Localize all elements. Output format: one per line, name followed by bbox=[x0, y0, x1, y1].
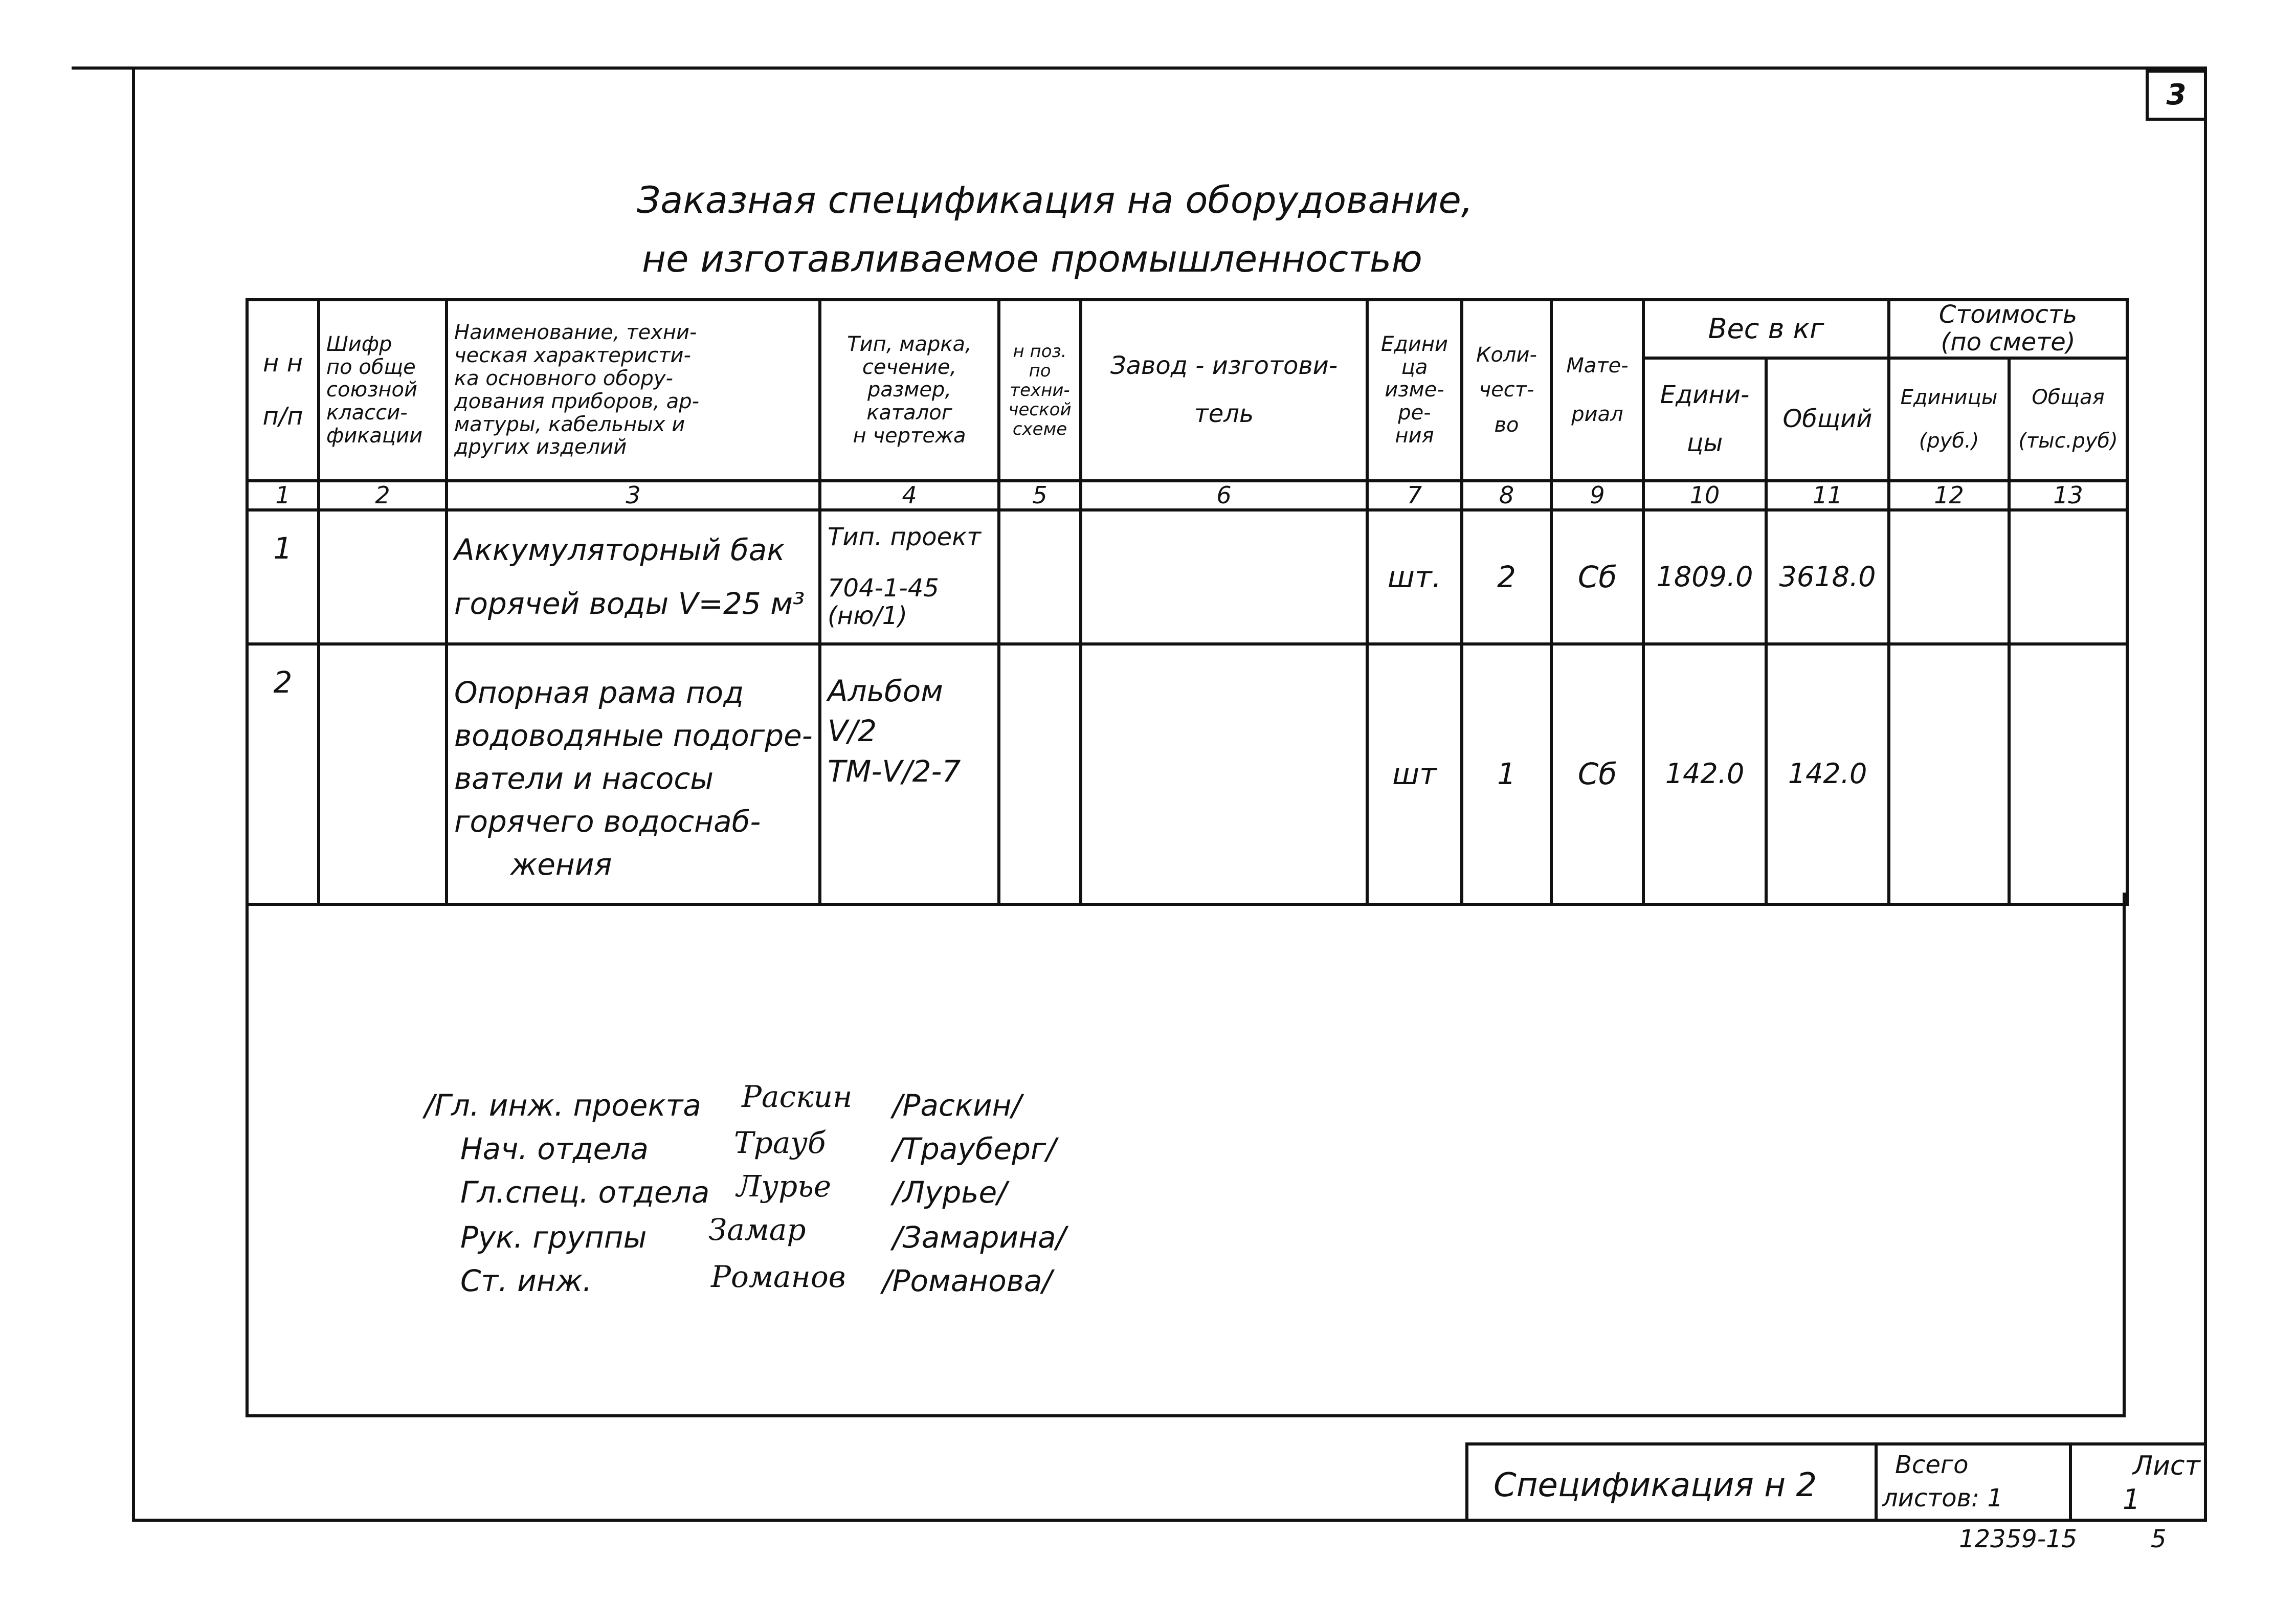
header-cost-group-line: Стоимость bbox=[1938, 300, 2078, 329]
header-col-5-line: схеме bbox=[1012, 418, 1067, 439]
row-weight-unit: 1809.0 bbox=[1643, 510, 1766, 644]
row-position bbox=[999, 510, 1081, 644]
sheet-label: Лист bbox=[2133, 1451, 2200, 1481]
row-quantity: 1 bbox=[1462, 644, 1551, 904]
signature-mark: Раскин bbox=[742, 1079, 853, 1114]
document-name: Спецификация н 2 bbox=[1493, 1466, 1817, 1504]
sheet-value: 1 bbox=[2123, 1483, 2141, 1516]
signature-role: Ст. инж. bbox=[460, 1263, 592, 1298]
row-number: 2 bbox=[247, 644, 319, 904]
row-maker bbox=[1081, 644, 1367, 904]
header-col-3 bbox=[447, 300, 820, 481]
document-code: 12359-15 bbox=[1959, 1525, 2078, 1553]
header-col-3-line: ческая характеристи- bbox=[454, 344, 691, 368]
row-weight-unit: 142.0 bbox=[1643, 644, 1766, 904]
header-col-2 bbox=[319, 300, 447, 481]
column-number: 13 bbox=[2009, 481, 2127, 510]
header-col-5-line: ческой bbox=[1008, 399, 1072, 420]
row-weight-total: 142.0 bbox=[1766, 644, 1889, 904]
header-cost-group-line: (по смете) bbox=[1941, 327, 2076, 357]
row-unit: шт. bbox=[1367, 510, 1462, 644]
header-col-12-line: Единицы bbox=[1900, 385, 1998, 409]
column-number: 6 bbox=[1081, 481, 1367, 510]
header-col-5-line: техни- bbox=[1010, 380, 1070, 401]
row-cost-total bbox=[2009, 644, 2127, 904]
frame-bottom-border bbox=[132, 1519, 2207, 1522]
signature-mark: Трауб bbox=[734, 1125, 826, 1160]
column-number-row bbox=[247, 481, 2127, 510]
header-col-3-line: дования приборов, ар- bbox=[454, 389, 700, 413]
header-col-6 bbox=[1081, 300, 1367, 481]
row-name-line: ватели и насосы bbox=[454, 761, 714, 796]
header-col-3-line: Наименование, техни- bbox=[454, 321, 697, 345]
header-col-7-line: ния bbox=[1395, 424, 1434, 448]
signature-mark: Лурье bbox=[737, 1169, 832, 1204]
header-col-7-line: ца bbox=[1401, 355, 1428, 379]
frame-right-border bbox=[2204, 66, 2207, 1522]
form-lower-left-border bbox=[246, 893, 249, 1417]
column-number: 3 bbox=[447, 481, 820, 510]
row-code bbox=[319, 644, 447, 904]
header-col-4-line: Тип, марка, bbox=[847, 332, 972, 356]
header-col-12-line: (руб.) bbox=[1919, 429, 1979, 453]
row-name-line: горячего водоснаб- bbox=[454, 804, 761, 839]
signature-name: /Лурье/ bbox=[893, 1175, 1007, 1210]
signature-role: Нач. отдела bbox=[460, 1131, 649, 1166]
header-col-11: Общий bbox=[1766, 358, 1889, 481]
header-col-7-line: ре- bbox=[1398, 401, 1431, 425]
signature-name: /Трауберг/ bbox=[893, 1131, 1056, 1166]
row-name bbox=[447, 644, 820, 904]
frame-top-border bbox=[72, 66, 2207, 70]
row-material: Сб bbox=[1551, 510, 1643, 644]
column-number: 4 bbox=[820, 481, 999, 510]
row-name-line: Аккумуляторный бак bbox=[454, 532, 785, 568]
row-type-line: ТМ-V/2-7 bbox=[828, 753, 961, 789]
header-col-10-line: цы bbox=[1686, 428, 1723, 457]
row-name-line: горячей воды V=25 м³ bbox=[454, 586, 805, 621]
column-number: 5 bbox=[999, 481, 1081, 510]
row-number: 1 bbox=[247, 510, 319, 644]
row-unit: шт bbox=[1367, 644, 1462, 904]
title-block-divider bbox=[2069, 1442, 2072, 1522]
total-sheets-value: листов: 1 bbox=[1882, 1484, 2003, 1513]
row-name-line: Опорная рама под bbox=[454, 675, 744, 710]
signature-name: /Раскин/ bbox=[893, 1088, 1022, 1123]
header-col-4 bbox=[820, 300, 999, 481]
header-col-9-line: Мате- bbox=[1566, 353, 1629, 377]
row-type-line: 704-1-45 (ню/1) bbox=[828, 574, 939, 630]
header-weight-group: Вес в кг bbox=[1643, 300, 1889, 358]
header-col-8-line: Коли- bbox=[1476, 343, 1537, 367]
page-number: 5 bbox=[2151, 1525, 2167, 1553]
header-col-7-line: изме- bbox=[1385, 378, 1444, 402]
header-col-7 bbox=[1367, 300, 1462, 481]
title-block-left-border bbox=[1465, 1442, 1468, 1522]
signature-role: Рук. группы bbox=[460, 1220, 647, 1255]
header-col-3-line: ка основного обору- bbox=[454, 366, 673, 390]
row-name-line: жения bbox=[510, 847, 612, 882]
row-code bbox=[319, 510, 447, 644]
row-name-line: водоводяные подогре- bbox=[454, 718, 813, 753]
header-col-4-line: сечение, bbox=[862, 355, 957, 379]
column-number: 12 bbox=[1889, 481, 2009, 510]
column-number: 10 bbox=[1643, 481, 1766, 510]
frame-left-border bbox=[132, 66, 135, 1522]
header-col-6-line: Завод - изготови- bbox=[1110, 351, 1338, 380]
signature-role: Гл.спец. отдела bbox=[460, 1175, 710, 1210]
row-maker bbox=[1081, 510, 1367, 644]
column-number: 9 bbox=[1551, 481, 1643, 510]
header-col-3-line: других изделий bbox=[454, 435, 627, 459]
header-col-10-line: Едини- bbox=[1660, 380, 1750, 409]
table-row bbox=[247, 510, 2127, 644]
row-cost-unit bbox=[1889, 644, 2009, 904]
header-col-8 bbox=[1462, 300, 1551, 481]
header-col-2-line: фикации bbox=[326, 424, 423, 448]
header-col-9 bbox=[1551, 300, 1643, 481]
signature-role: /Гл. инж. проекта bbox=[425, 1088, 701, 1123]
row-material: Сб bbox=[1551, 644, 1643, 904]
header-col-12 bbox=[1889, 358, 2009, 481]
title-block-divider bbox=[1875, 1442, 1878, 1522]
header-col-2-line: Шифр bbox=[326, 332, 392, 356]
header-col-3-line: матуры, кабельных и bbox=[454, 412, 685, 436]
header-col-10 bbox=[1643, 358, 1766, 481]
form-lower-right-border bbox=[2123, 893, 2126, 1417]
header-col-13-line: Общая bbox=[2032, 385, 2105, 409]
specification-table bbox=[246, 298, 2129, 906]
column-number: 11 bbox=[1766, 481, 1889, 510]
row-quantity: 2 bbox=[1462, 510, 1551, 644]
signature-mark: Романов bbox=[711, 1259, 846, 1294]
row-type-line: Альбом V/2 bbox=[828, 674, 943, 749]
signature-name: /Замарина/ bbox=[893, 1220, 1066, 1255]
title-line-1: Заказная спецификация на оборудование, bbox=[637, 179, 1473, 221]
row-name bbox=[447, 510, 820, 644]
signature-mark: Замар bbox=[708, 1212, 806, 1247]
form-lower-bottom-border bbox=[246, 1414, 2126, 1417]
column-number: 7 bbox=[1367, 481, 1462, 510]
header-col-6-line: тель bbox=[1194, 399, 1254, 428]
header-col-5-line: по bbox=[1029, 360, 1051, 381]
header-col-13-line: (тыс.руб) bbox=[2018, 429, 2118, 453]
header-col-9-line: риал bbox=[1571, 402, 1623, 426]
header-cost-group bbox=[1889, 300, 2127, 358]
header-col-4-line: каталог bbox=[866, 401, 952, 425]
header-col-7-line: Едини bbox=[1380, 332, 1448, 356]
row-position bbox=[999, 644, 1081, 904]
header-col-1-line: н н bbox=[262, 349, 303, 377]
row-type bbox=[820, 644, 999, 904]
header-col-2-line: союзной bbox=[326, 378, 418, 402]
title-block-top-border bbox=[1465, 1442, 2207, 1446]
header-col-2-line: по обще bbox=[326, 355, 416, 379]
row-weight-total: 3618.0 bbox=[1766, 510, 1889, 644]
header-col-8-line: чест- bbox=[1479, 378, 1534, 402]
column-number: 8 bbox=[1462, 481, 1551, 510]
header-col-4-line: н чертежа bbox=[853, 424, 966, 448]
title-line-2: не изготавливаемое промышленностью bbox=[642, 237, 1422, 280]
table-row bbox=[247, 644, 2127, 904]
header-col-5-line: н поз. bbox=[1013, 341, 1067, 362]
header-col-1-line: п/п bbox=[262, 402, 303, 431]
column-number: 1 bbox=[247, 481, 319, 510]
header-col-5 bbox=[999, 300, 1081, 481]
signature-name: /Романова/ bbox=[882, 1263, 1052, 1298]
header-col-8-line: во bbox=[1494, 413, 1519, 437]
row-type-line: Тип. проект bbox=[828, 523, 982, 552]
header-col-1 bbox=[247, 300, 319, 481]
header-col-2-line: класси- bbox=[326, 401, 408, 425]
row-type bbox=[820, 510, 999, 644]
sheet-number: 3 bbox=[2166, 78, 2187, 112]
header-row-1 bbox=[247, 300, 2127, 358]
header-col-13 bbox=[2009, 358, 2127, 481]
row-cost-unit bbox=[1889, 510, 2009, 644]
total-sheets-label: Всего bbox=[1895, 1451, 1969, 1479]
sheet-number-box bbox=[2146, 70, 2207, 121]
header-col-4-line: размер, bbox=[867, 378, 952, 402]
row-cost-total bbox=[2009, 510, 2127, 644]
column-number: 2 bbox=[319, 481, 447, 510]
